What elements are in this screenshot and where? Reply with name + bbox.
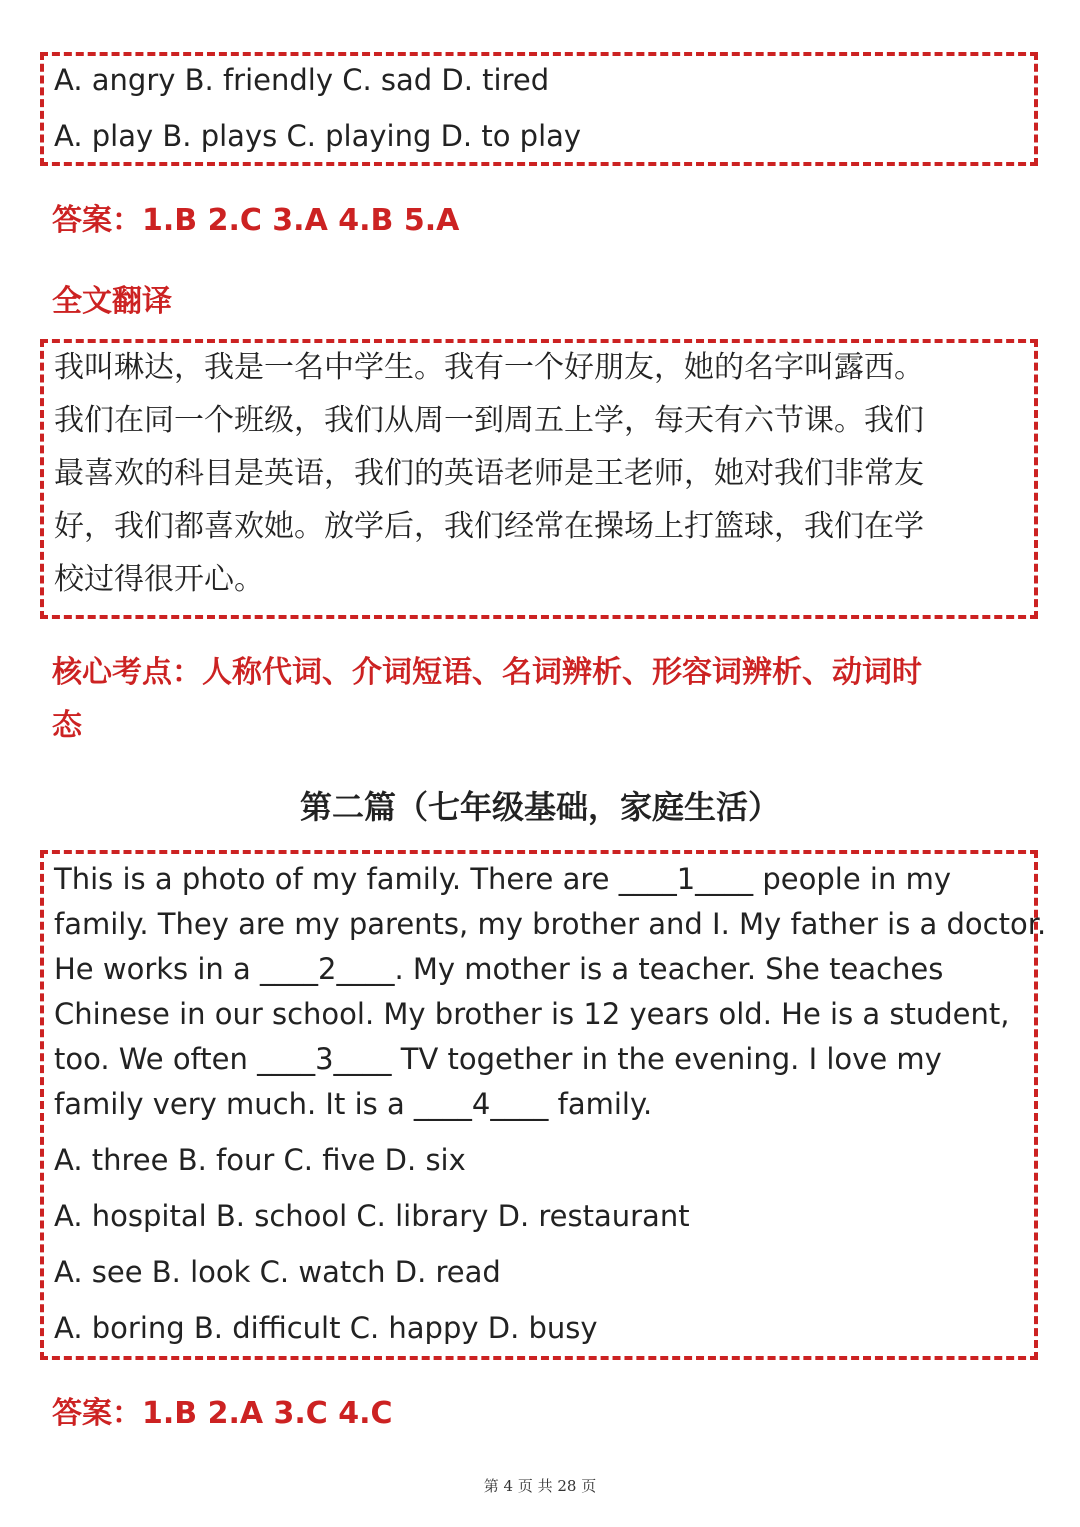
passage-line: He works in a ____2____. My mother is a teacher. She teaches [54, 952, 944, 986]
option-line: A. angry B. friendly C. sad D. tired [54, 63, 550, 97]
answer-key-2: 答案：1.B 2.A 3.C 4.C [52, 1396, 393, 1431]
translation-box [40, 339, 1038, 619]
option-line: A. play B. plays C. playing D. to play [54, 119, 582, 153]
passage-box [40, 850, 1047, 1360]
core-points-line2: 态 [52, 708, 82, 743]
passage-line: too. We often ____3____ TV together in the evening. I love my [54, 1042, 942, 1076]
translation-line: 好，我们都喜欢她。放学后，我们经常在操场上打篮球，我们在学 [54, 509, 924, 544]
option-line: A. boring B. difficult C. happy D. busy [54, 1311, 598, 1345]
passage-line: family. They are my parents, my brother and I. My father is a doctor. [54, 907, 1047, 941]
option-line: A. hospital B. school C. library D. restaurant [54, 1199, 690, 1233]
option-line: A. three B. four C. five D. six [54, 1143, 466, 1177]
passage-line: This is a photo of my family. There are ____1____ people in my [54, 862, 951, 896]
option-line: A. see B. look C. watch D. read [54, 1255, 501, 1289]
answer-key-1: 答案：1.B 2.C 3.A 4.B 5.A [52, 203, 460, 238]
section-title: 第二篇（七年级基础，家庭生活） [299, 788, 780, 826]
options-box-top [40, 52, 1038, 166]
translation-line: 最喜欢的科目是英语，我们的英语老师是王老师，她对我们非常友 [54, 456, 924, 491]
translation-title: 全文翻译 [52, 284, 172, 319]
page-footer: 第 4 页 共 28 页 [483, 1477, 597, 1495]
passage-line: Chinese in our school. My brother is 12 years old. He is a student, [54, 997, 1010, 1031]
passage-line: family very much. It is a ____4____ family. [54, 1087, 653, 1121]
translation-line: 我们在同一个班级，我们从周一到周五上学，每天有六节课。我们 [54, 403, 924, 438]
translation-line: 校过得很开心。 [54, 562, 264, 597]
translation-line: 我叫琳达，我是一名中学生。我有一个好朋友，她的名字叫露西。 [54, 350, 924, 385]
core-points-line1: 核心考点：人称代词、介词短语、名词辨析、形容词辨析、动词时 [52, 655, 922, 690]
